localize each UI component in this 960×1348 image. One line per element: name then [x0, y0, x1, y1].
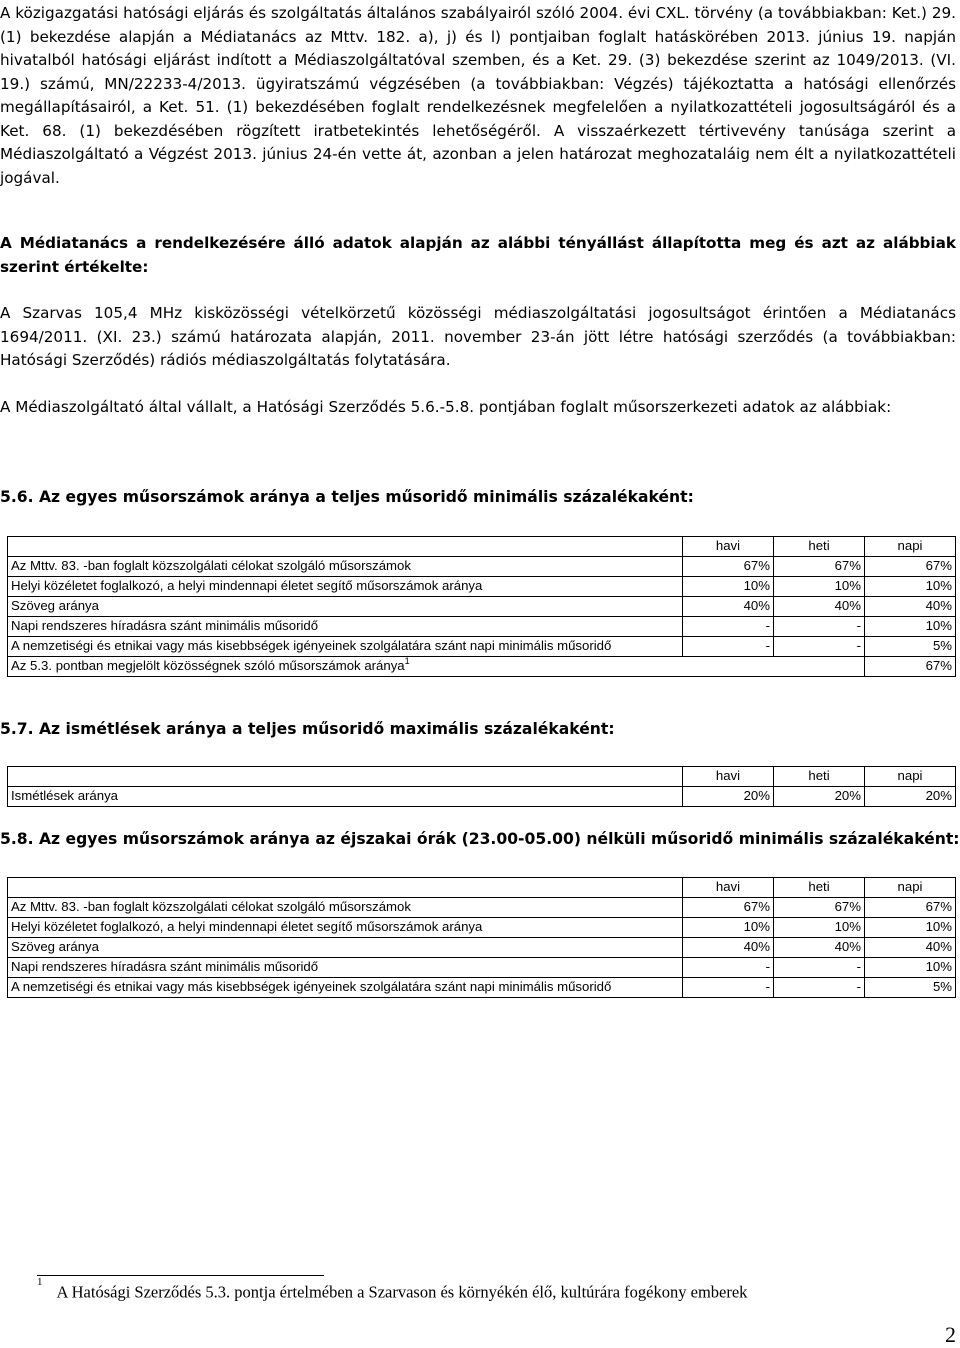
section-5-8-title: 5.8. Az egyes műsorszámok aránya az éjszakai órák (23.00-05.00) nélküli műsoridő minimális százalékaként: — [0, 830, 960, 848]
row-label — [8, 958, 683, 978]
table-row — [8, 657, 956, 677]
row-label-text: Napi rendszeres híradásra szánt minimális műsoridő — [11, 959, 319, 974]
value-havi: - — [683, 617, 774, 637]
intro-paragraph: A közigazgatási hatósági eljárás és szolgáltatás általános szabályairól szóló 2004. évi CXL. törvény (a továbbiakban: Ket.) 29. (1) bekezdése alapján a Médiatanács az Mttv. 182. a), j) és l) pontjaiban foglalt hatáskörében 2013. június 19. napján hivatalból hatósági eljárást indított a Médiaszolgáltatóval szemben, és a Ket. 29. (3) bekezdése szerint az 1049/2013. (VI. 19.) számú, MN/22233-4/2013. ügyiratszámú végzésében (a továbbiakban: Végzés) tájékoztatta a hatósági ellenőrzés megállapításairól, a Ket. 51. (1) bekezdésében foglalt rendelkezésnek megfelelően a nyilatkozattételi jogosultságáról és a Ket. 68. (1) bekezdésében rögzített iratbetekintés lehetőségéről. A visszaérkezett tértivevény tanúsága szerint a Médiaszolgáltató a Végzést 2013. június 24-én vette át, azonban a jelen határozat meghozataláig nem élt a nyilatkozattételi jogával. — [0, 4, 956, 187]
table-row — [8, 577, 956, 597]
column-header-napi: napi — [865, 878, 956, 898]
table-row — [8, 617, 956, 637]
value-heti: 10% — [774, 577, 865, 597]
table-header-row — [8, 537, 956, 557]
value-heti: 67% — [774, 898, 865, 918]
row-label-text: Helyi közéletet foglalkozó, a helyi mindennapi életet segítő műsorszámok aránya — [11, 578, 483, 593]
row-label — [8, 637, 683, 657]
row-label — [8, 978, 683, 998]
table-row — [8, 958, 956, 978]
value-heti: - — [774, 637, 865, 657]
value-napi: 5% — [865, 637, 956, 657]
footnote-text: A Hatósági Szerződés 5.3. pontja értelmében a Szarvason és környékén élő, kultúrára fogékony emberek — [56, 1282, 748, 1302]
value-napi: 67% — [865, 657, 956, 677]
value-havi: 40% — [683, 597, 774, 617]
value-havi: 67% — [683, 898, 774, 918]
footnote-ref: 1 — [404, 656, 410, 666]
value-napi: 10% — [865, 918, 956, 938]
column-header-napi: napi — [865, 767, 956, 787]
table-row — [8, 787, 956, 807]
row-label-text: Az Mttv. 83. -ban foglalt közszolgálati célokat szolgáló műsorszámok — [11, 558, 411, 573]
value-havi: - — [683, 978, 774, 998]
header-empty-cell — [8, 537, 683, 557]
row-label — [8, 938, 683, 958]
table-row — [8, 918, 956, 938]
table-5-8 — [7, 877, 956, 998]
row-label — [8, 898, 683, 918]
row-label — [8, 597, 683, 617]
value-napi: 40% — [865, 938, 956, 958]
row-label-text: A nemzetiségi és etnikai vagy más kisebbségek igényeinek szolgálatára szánt napi minimális műsoridő — [11, 979, 612, 994]
row-label-text: Az 5.3. pontban megjelölt közösségnek szóló műsorszámok aránya — [11, 658, 405, 673]
value-havi: 40% — [683, 938, 774, 958]
page-number: 2 — [945, 1322, 956, 1347]
value-napi: 10% — [865, 958, 956, 978]
column-header-havi: havi — [683, 767, 774, 787]
value-havi: 67% — [683, 557, 774, 577]
row-label — [8, 787, 683, 807]
column-header-heti: heti — [774, 767, 865, 787]
value-heti: 10% — [774, 918, 865, 938]
table-row — [8, 557, 956, 577]
table-row — [8, 978, 956, 998]
value-heti: - — [774, 958, 865, 978]
table-row — [8, 898, 956, 918]
table-header-row — [8, 767, 956, 787]
table-row — [8, 597, 956, 617]
table-5-6 — [7, 536, 956, 677]
value-heti: - — [774, 617, 865, 637]
column-header-heti: heti — [774, 537, 865, 557]
program-structure-intro: A Médiaszolgáltató által vállalt, a Hatósági Szerződés 5.6.-5.8. pontjában foglalt műsorszerkezeti adatok az alábbiak: — [0, 398, 892, 416]
row-label — [8, 577, 683, 597]
table-header-row — [8, 878, 956, 898]
section-5-7-title: 5.7. Az ismétlések aránya a teljes műsoridő maximális százalékaként: — [0, 720, 615, 738]
footnote — [37, 1276, 748, 1303]
column-header-havi: havi — [683, 537, 774, 557]
value-napi: 67% — [865, 898, 956, 918]
section-5-6-title: 5.6. Az egyes műsorszámok aránya a teljes műsoridő minimális százalékaként: — [0, 488, 694, 506]
footnote-separator — [37, 1275, 324, 1276]
value-napi: 5% — [865, 978, 956, 998]
footnote-number: 1 — [37, 1276, 43, 1288]
column-header-napi: napi — [865, 537, 956, 557]
row-label-text: A nemzetiségi és etnikai vagy más kisebbségek igényeinek szolgálatára szánt napi minimális műsoridő — [11, 638, 612, 653]
header-empty-cell — [8, 767, 683, 787]
table-5-7 — [7, 766, 956, 807]
value-havi: 10% — [683, 577, 774, 597]
column-header-havi: havi — [683, 878, 774, 898]
table-row — [8, 637, 956, 657]
table-row — [8, 938, 956, 958]
row-label — [8, 617, 683, 637]
value-heti: 20% — [774, 787, 865, 807]
column-header-heti: heti — [774, 878, 865, 898]
row-label-text: Szöveg aránya — [11, 598, 99, 613]
value-napi: 10% — [865, 617, 956, 637]
row-label — [8, 557, 683, 577]
value-napi: 67% — [865, 557, 956, 577]
value-napi: 10% — [865, 577, 956, 597]
contract-paragraph: A Szarvas 105,4 MHz kisközösségi vételkörzetű közösségi médiaszolgáltatási jogosultságot érintően a Médiatanács 1694/2011. (XI. 23.) számú határozata alapján, 2011. november 23-án jött létre hatósági szerződés (a továbbiakban: Hatósági Szerződés) rádiós médiaszolgáltatás folytatására. — [0, 304, 956, 369]
value-heti: - — [774, 978, 865, 998]
findings-heading: A Médiatanács a rendelkezésére álló adatok alapján az alábbi tényállást állapította meg és azt az alábbiak szerint értékelte: — [0, 234, 956, 276]
value-heti: 40% — [774, 597, 865, 617]
value-havi: 20% — [683, 787, 774, 807]
row-label-text: Ismétlések aránya — [11, 788, 119, 803]
row-label-text: Szöveg aránya — [11, 939, 99, 954]
row-label — [8, 657, 865, 677]
row-label-text: Helyi közéletet foglalkozó, a helyi mindennapi életet segítő műsorszámok aránya — [11, 919, 483, 934]
value-napi: 40% — [865, 597, 956, 617]
value-napi: 20% — [865, 787, 956, 807]
header-empty-cell — [8, 878, 683, 898]
row-label-text: Az Mttv. 83. -ban foglalt közszolgálati célokat szolgáló műsorszámok — [11, 899, 411, 914]
value-heti: 67% — [774, 557, 865, 577]
value-havi: - — [683, 958, 774, 978]
value-heti: 40% — [774, 938, 865, 958]
row-label-text: Napi rendszeres híradásra szánt minimális műsoridő — [11, 618, 319, 633]
value-havi: - — [683, 637, 774, 657]
row-label — [8, 918, 683, 938]
value-havi: 10% — [683, 918, 774, 938]
